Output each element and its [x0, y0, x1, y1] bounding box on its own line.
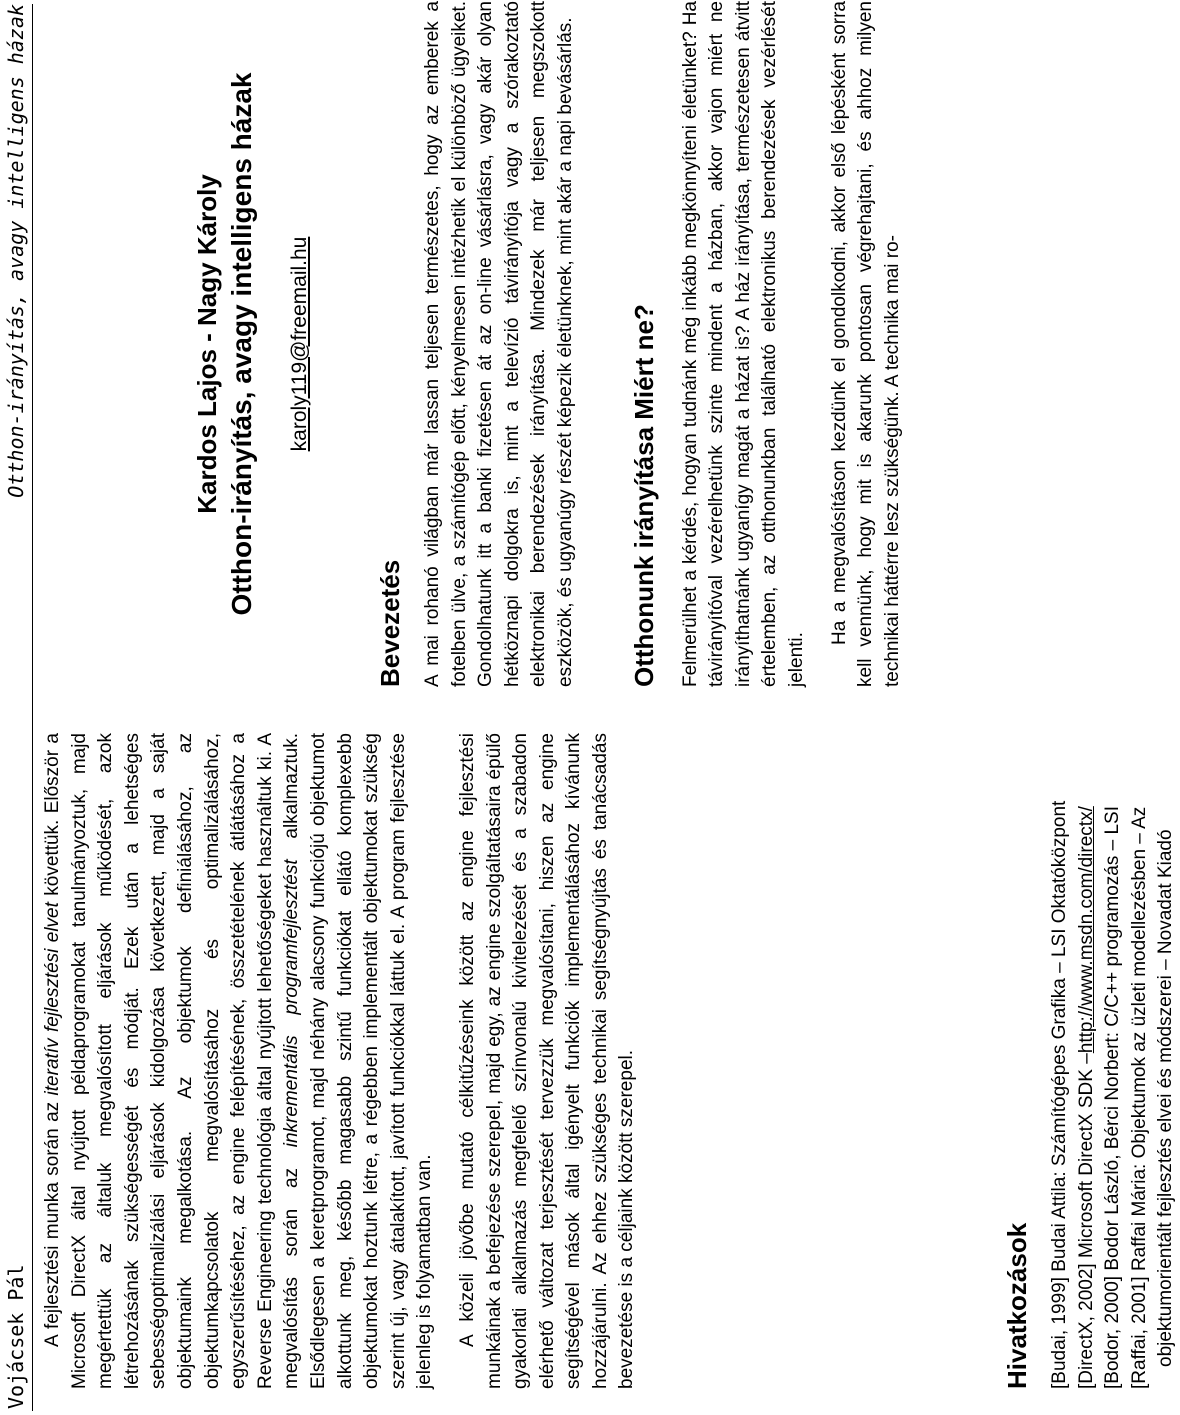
- reference-directx: [DirectX, 2002] Microsoft DirectX SDK –http://www.msdn.com/directx/: [1075, 806, 1097, 1389]
- reference-bodor: [Bodor, 2000] Bodor László, Bérci Norbert: C/C++ programozás – LSI: [1102, 806, 1124, 1389]
- authors: Kardos Lajos - Nagy Károly: [192, 174, 222, 514]
- article-title: Otthon-irányítás, avagy intelligens házak: [226, 72, 257, 616]
- references-heading: Hivatkozások: [1002, 1222, 1033, 1389]
- directx-link[interactable]: http://www.msdn.com/directx/: [1075, 806, 1097, 1054]
- left-column: [40, 733, 1180, 1389]
- right-column: [40, 1, 906, 687]
- intro-heading: Bevezetés: [375, 559, 405, 687]
- reference-budai: [Budai, 1999] Budai Attila: Számítógépes Grafika – LSI Oktatóközpont: [1049, 800, 1071, 1389]
- paragraph-future-goals: A közeli jövőbe mutató célkitűzéseink között az engine fejlesztési munkáinak a befejezése szerepel, majd egy, az engine szolgáltatásaira épülő gyakorlati alkalmazás megfelelő színvonalú kivitelezését és a szabadon elérhető változat terjesztését tervezzük megvalósítani, hiszen az engine segítségével mások által igényelt funkciók implementálásához kívánunk hozzájárulni. Az ehhez szükséges technikai segítségnyújtás és tanácsadás bevezetése is a céljaink között szerepel.: [456, 733, 638, 1389]
- emphasis-incremental: inkrementális programfejlesztést: [281, 859, 303, 1148]
- paragraph-intro: A mai rohanó világban már lassan teljesen természetes, hogy az emberek a fotelben ülve, a számítógép előtt, kényelmesen intézhetik el különböző ügyeiket. Gondolhatunk itt a banki fizetésen át az on-line vásárlásra, vagy akár olyan hétköznapi dolgokra is, mint a televízió távirányítója vagy a szórakoztató elektronikai berendezések irányítása. Mindezek már teljesen megszokott eszközök, és ugyanúgy részét képezik életünknek, mint akár a napi bevásárlás.: [422, 1, 576, 687]
- title-block: [40, 1, 314, 687]
- paragraph-development: A fejlesztési munka során az iteratív fejlesztési elvet követtük. Először a Microsoft DirectX által nyújtott példaprogramokat tanulmányoztuk, majd megértettük az általuk megvalósított eljárások működését, azok létrehozásának szükségességét és módját. Ezek után a lehetséges sebességoptimalizálási eljárások kidolgozása következett, majd a saját objektumaink megalkotása. Az objektumok definiálásához, az objektumkapcsolatok megvalósításához és optimalizálásához, egyszerűsítéséhez, az engine felépítésének, összetételének átlátásához a Reverse Engineering technológia által nyújtott lehetőségeket használtuk ki. A megvalósítás során az inkrementális programfejlesztést alkalmaztuk. Elsődlegesen a keretprogramot, majd néhány alacsony funkciójú objektumot alkottunk meg, később magasabb szintű funkciókat ellátó komplexebb objektumokat hoztunk létre, a régebben implementált objektumokat szükség szerint új, vagy átalakított, javított funkciókkal láttuk el. A program fejlesztése jelenleg is folyamatban van.: [42, 733, 436, 1389]
- paragraph-why-2: Ha a megvalósításon kezdünk el gondolkodni, akkor első lépésként sorra kell vennünk, hogy mit is akarunk pontosan végrehajtani, és ahhoz milyen technikai háttérre lesz szükségünk. A technika mai ro-: [828, 1, 903, 687]
- reference-raffai: [Raffai, 2001] Raffai Mária: Objektumok az üzleti modellezésben – Az objektumorientált fejlesztés elvei és módszerei – Novadat Kiadó: [1128, 806, 1177, 1389]
- email-link[interactable]: karoly119@freemail.hu: [288, 236, 311, 452]
- header-title: Otthon-irányítás, avagy intelligens házak: [4, 4, 28, 498]
- why-heading: Otthonunk irányítása Miért ne?: [628, 304, 659, 687]
- author-email: [286, 1, 314, 687]
- emphasis-iterative: iteratív fejlesztési elvet: [42, 902, 63, 1096]
- header-author: Vojácsek Pál: [4, 1264, 28, 1409]
- header-rule: [32, 4, 33, 1411]
- paragraph-why-1: Felmerülhet a kérdés, hogyan tudnánk még inkább megkönnyíteni életünket? Ha távirányítóval vezérelhetünk szinte mindent a házban, akkor vajon miért ne irányíthatnánk ugyanígy magát a házat is? A ház irányítása, természetesen átvitt értelemben, az otthonunkban található elektronikus berendezések vezérlését jelenti.: [679, 1, 807, 687]
